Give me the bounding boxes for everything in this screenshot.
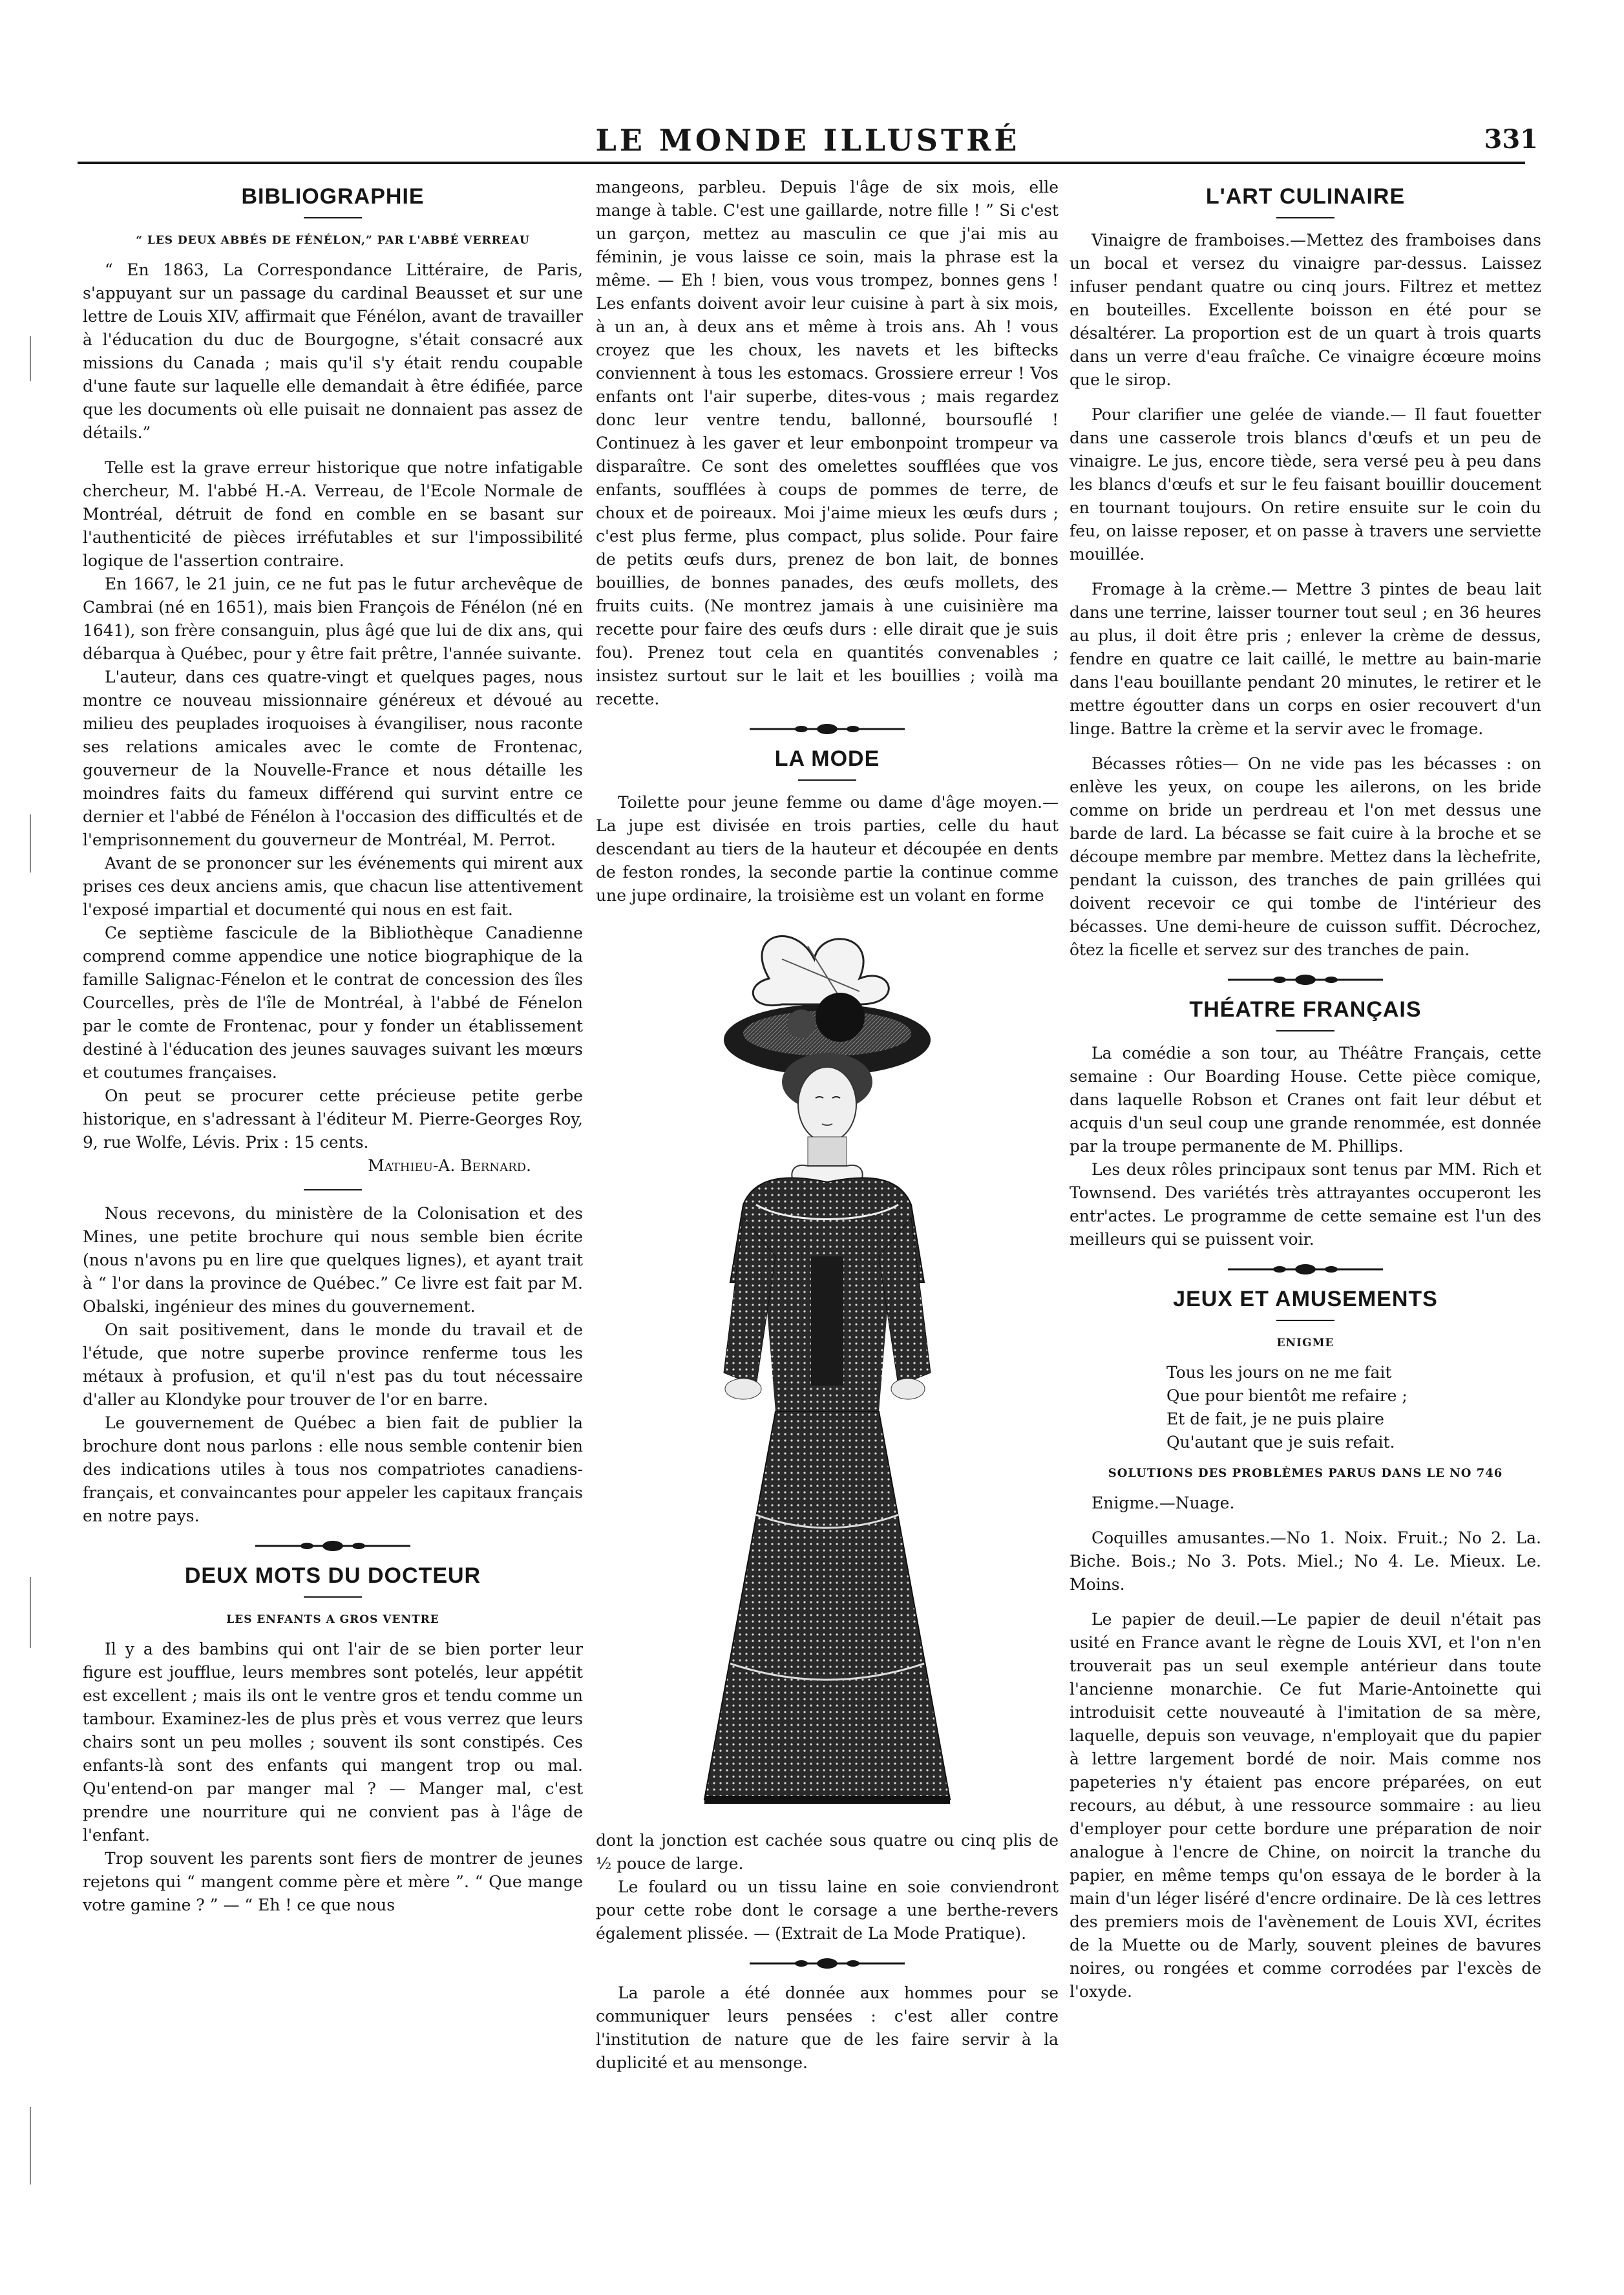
paragraph: Le gouvernement de Québec a bien fait de publier la brochure dont nous parlons : elle nous semble contenir bien des indications utiles à tous nos compatriotes canadiens-français, et convaincantes pour appeler les capitaux français en notre pays. — [83, 1413, 583, 1525]
paragraph: Toilette pour jeune femme ou dame d'âge moyen.—La jupe est divisée en trois parties, celle du haut descendant au tiers de la hauteur et découpée en dents de feston rondes, la seconde partie la continue comme une jupe ordinaire, la troisième est un volant en forme — [596, 793, 1059, 905]
fashion-illustration — [646, 920, 1008, 1825]
column-middle — [596, 176, 1059, 2075]
paragraph: Vinaigre de framboises.—Mettez des framboises dans un bocal et versez du vinaigre par-dessus. Laissez infuser pendant quatre ou cinq jours. Filtrez et mettez en bouteilles. Excellente boisson en été pour se désaltérer. La proportion est de un quart à trois quarts dans un verre d'eau fraîche. Ce vinaigre écœure moins que le sirop. — [1070, 231, 1541, 389]
ornament-divider — [750, 723, 905, 735]
paragraph: Nous recevons, du ministère de la Colonisation et des Mines, une petite brochure qui nous semble bien écrite (nous n'avons pu en lire que quelques lignes), et ayant trait à “ l'or dans la province de Québec.” Ce livre est fait par M. Obalski, ingénieur des mines du gouvernement. — [83, 1204, 583, 1316]
docteur-subheading: LES ENFANTS A GROS VENTRE — [226, 1613, 439, 1626]
biblio-subheading: “ LES DEUX ABBÉS DE FÉNÉLON,” PAR L'ABBÉ VERREAU — [136, 234, 530, 247]
margin-mark — [30, 1577, 31, 1648]
ornament-divider — [1228, 973, 1383, 986]
author-signature: Mathieu-A. Bernard. — [368, 1156, 531, 1175]
paragraph: Le papier de deuil.—Le papier de deuil n'était pas usité en France avant le règne de Louis XVI, et l'on n'en trouverait pas un seul exemple antérieur dans toute l'ancienne monarchie. Ce fut Marie-Antoinette qui introduisit cette nouveauté à l'imitation de sa mère, laquelle, depuis son veuvage, n'employait que du papier à lettre largement bordé de noir. Mais comme nos papeteries n'y étaient pas encore préparées, on eut recours, au début, à une ressource sommaire : au lieu d'employer pour cette bordure une préparation de noir analogue à l'encre de Chine, on noircit la tranche du papier, en même temps qu'on essaya de le border à la main d'un léger liséré d'encre ordinaire. De là ces lettres des premiers mois de l'avènement de Louis XVI, écrites de la Muette ou de Marly, souvent pleines de bavures noires, ou rongées et comme corrodées par l'excès de l'oxyde. — [1070, 1610, 1541, 2001]
paragraph: Les deux rôles principaux sont tenus par MM. Rich et Townsend. Des variétés très attrayantes occuperont les entr'actes. Le programme de cette semaine est l'un des meilleurs qui se puissent voir. — [1070, 1160, 1541, 1249]
paragraph: “ En 1863, La Correspondance Littéraire, de Paris, s'appuyant sur un passage du cardinal Beausset et sur une lettre de Louis XIV, affirmait que Fénélon, avant de travailler à l'éducation du duc de Bourgogne, s'était consacré aux missions du Canada ; mais qu'il s'y était rendu coupable d'une faute sur laquelle elle demandait à être édifiée, parce que les documents où elle puisait ne donnaient pas assez de détails.” — [83, 260, 583, 442]
paragraph: mangeons, parbleu. Depuis l'âge de six mois, elle mange à table. C'est une gaillarde, notre fille ! ” Si c'est un garçon, mettez au masculin ce que j'ai mis au féminin, je vous laisse ce soin, mais la phrase est la même. — Eh ! bien, vous vous trompez, bonnes gens ! Les enfants doivent avoir leur cuisine à part à six mois, à un an, à deux ans et même à trois ans. Ah ! vous croyez que les choux, les navets et les biftecks conviennent à tous les estomacs. Grossiere erreur ! Vos enfants ont l'air superbe, dites-vous ; mais regardez donc leur ventre tendu, ballonné, boursouflé ! Continuez à les gaver et leur embonpoint trompeur va disparaître. Ce sont des omelettes soufflées que vos enfants, soufflées à coups de pommes de terre, de choux et de poireaux. Moi j'aime mieux les œufs durs ; c'est plus ferme, plus compact, plus solide. Pour faire de petits œufs durs, prenez de bon lait, de bonnes bouillies, de bonnes panades, des œufs mollets, des fruits cuits. (Ne montrez jamais à une cuisinière ma recette pour faire des œufs durs : elle dirait que je suis fou). Prenez tout cela en quantités convenables ; insistez surtout sur le lait et les bouillies ; voilà ma recette. — [596, 178, 1059, 708]
heading-rule — [798, 779, 856, 781]
paragraph: Bécasses rôties— On ne vide pas les bécasses : on enlève les yeux, on coupe les ailerons, on les bride comme on bride un perdreau et l'on met dessus une barde de lard. La bécasse se fait cuire à la broche et se découpe membre par membre. Mettez dans la lèchefrite, pendant la cuisson, des tranches de pain grillées qui doivent recevoir ce qui tombe de l'intérieur des bécasses. Une demi-heure de cuisson suffit. Décrochez, ôtez la ficelle et servez sur des tranches de pain. — [1070, 754, 1541, 959]
paragraph: Ce septième fascicule de la Bibliothèque Canadienne comprend comme appendice une notice biographique de la famille Salignac-Fénelon et le contrat de concession des îles Courcelles, près de l'île de Montréal, à l'abbé de Fénelon par le comte de Frontenac, pour y fonder un établissement destiné à l'éducation des jeunes sauvages suivant les mœurs et coutumes françaises. — [83, 924, 583, 1082]
ornament-divider — [255, 1539, 410, 1552]
paragraph: En 1667, le 21 juin, ce ne fut pas le futur archevêque de Cambrai (né en 1651), mais bien François de Fénélon (né en 1641), son frère consanguin, plus âgé que lui de dix ans, qui débarqua à Québec, pour y être fait prêtre, l'année suivante. — [83, 575, 583, 663]
section-rule — [304, 1189, 362, 1190]
enigme-poem — [1070, 1361, 1541, 1454]
paragraph: Avant de se prononcer sur les événements qui mirent aux prises ces deux anciens amis, que chacun lise attentivement l'exposé impartial et documenté qui nous en est fait. — [83, 854, 583, 919]
masthead-rule — [78, 162, 1525, 164]
paragraph: Pour clarifier une gelée de viande.— Il faut fouetter dans une casserole trois blancs d'œufs et un peu de vinaigre. Le jus, encore tiède, sera versé peu à peu dans les blancs d'œufs et sur le feu faisant bouillir doucement en tournant toujours. On retire ensuite sur le coin du feu, on laisse reposer, et on passe à travers une serviette mouillée. — [1070, 405, 1541, 564]
paragraph: On peut se procurer cette précieuse petite gerbe historique, en s'adressant à l'éditeur M. Pierre-Georges Roy, 9, rue Wolfe, Lévis. Prix : 15 cents. — [83, 1086, 583, 1152]
section-heading-jeux: JEUX ET AMUSEMENTS — [1173, 1287, 1438, 1311]
column-left — [83, 176, 583, 1917]
paragraph: La comédie a son tour, au Théâtre Français, cette semaine : Our Boarding House. Cette pièce comique, dans laquelle Robson et Cranes ont fait leur début et acquis d'un seul coup une grande renommée, est donnée par la troupe permanente de M. Phillips. — [1070, 1044, 1541, 1156]
heading-rule — [1276, 217, 1334, 218]
masthead — [78, 123, 1538, 162]
heading-rule — [1276, 1030, 1334, 1031]
section-heading-culinaire: L'ART CULINAIRE — [1205, 184, 1406, 209]
section-heading-theatre: THÉATRE FRANÇAIS — [1189, 997, 1422, 1022]
heading-rule — [304, 1596, 362, 1598]
enigme-label: ENIGME — [1276, 1337, 1334, 1349]
margin-mark — [30, 814, 31, 873]
section-heading-docteur: DEUX MOTS DU DOCTEUR — [184, 1563, 481, 1588]
column-right — [1070, 176, 1541, 2004]
margin-mark — [30, 336, 31, 381]
paragraph: On sait positivement, dans le monde du travail et de l'étude, que notre superbe province renferme tous les métaux à profusion, et qu'il n'est pas du tout nécessaire d'aller au Klondyke pour trouver de l'or en barre. — [83, 1320, 583, 1409]
paragraph: Trop souvent les parents sont fiers de montrer de jeunes rejetons qui “ mangent comme père et mère ”. “ Que mange votre gamine ? ” — “ Eh ! ce que nous — [83, 1849, 583, 1914]
paragraph: Telle est la grave erreur historique que notre infatigable chercheur, M. l'abbé H.-A. Verreau, de l'Ecole Normale de Montréal, détruit de fond en comble en se basant sur l'authenticité de pièces irréfutables et sur l'impossibilité logique de l'assertion contraire. — [83, 458, 583, 570]
paragraph: Enigme.—Nuage. — [1091, 1494, 1235, 1512]
paragraph: Fromage à la crème.— Mettre 3 pintes de beau lait dans une terrine, laisser tourner tout seul ; en 36 heures au plus, il doit être pris ; enlever la crème de dessus, fendre en quatre ce lait caillé, le mettre au bain-marie dans l'eau bouillante pendant 20 minutes, le retirer et le mettre égoutter dans un corps en osier recouvert d'un linge. Battre la crème et la servir avec le fromage. — [1070, 580, 1541, 738]
poem-line: Et de fait, je ne puis plaire — [1166, 1410, 1384, 1428]
ornament-divider — [1228, 1263, 1383, 1276]
paragraph: Coquilles amusantes.—No 1. Noix. Fruit.; No 2. La. Biche. Bois.; No 3. Pots. Miel.; No 4. Le. Mieux. Le. Moins. — [1070, 1528, 1541, 1594]
page-number: 331 — [1484, 124, 1538, 154]
margin-mark — [30, 2107, 31, 2184]
section-heading-mode: LA MODE — [774, 746, 880, 771]
paragraph: Il y a des bambins qui ont l'air de se bien porter leur figure est joufflue, leurs membres sont potelés, leur appétit est excellent ; mais ils ont le ventre gros et tendu comme un tambour. Examinez-les de plus près et vous verrez que leurs chairs sont un peu molles ; souvent ils sont constipés. Ces enfants-là sont des enfants qui mangent trop ou mal. Qu'entend-on par manger mal ? — Manger mal, c'est prendre une nourriture qui ne convient pas à l'âge de l'enfant. — [83, 1640, 583, 1845]
newspaper-title: LE MONDE ILLUSTRÉ — [595, 123, 1020, 158]
section-heading-bibliographie: BIBLIOGRAPHIE — [241, 184, 425, 209]
heading-rule — [1276, 1320, 1334, 1321]
paragraph: L'auteur, dans ces quatre-vingt et quelques pages, nous montre ce nouveau missionnaire généreux et dévoué au milieu des peuplades iroquoises à évangiliser, nous raconte ses relations amicales avec le comte de Frontenac, gouverneur de la Nouvelle-France et nous détaille les moindres faits du fameux différend qui survint entre ce dernier et l'abbé de Fénélon à l'occasion des difficultés et de l'emprisonnement du gouverneur de Montréal, M. Perrot. — [83, 668, 583, 849]
poem-line: Que pour bientôt me refaire ; — [1166, 1386, 1408, 1405]
paragraph: Le foulard ou un tissu laine en soie conviendront pour cette robe dont le corsage a une berthe-revers également plissée. — (Extrait de La Mode Pratique). — [596, 1877, 1059, 1943]
ornament-divider — [750, 1957, 905, 1970]
paragraph: dont la jonction est cachée sous quatre ou cinq plis de ½ pouce de large. — [596, 1831, 1059, 1873]
poem-line: Qu'autant que je suis refait. — [1166, 1433, 1395, 1452]
heading-rule — [304, 217, 362, 218]
poem-line: Tous les jours on ne me fait — [1166, 1363, 1392, 1382]
solutions-label: SOLUTIONS DES PROBLÈMES PARUS DANS LE NO 746 — [1108, 1466, 1503, 1480]
paragraph: La parole a été donnée aux hommes pour se communiquer leurs pensées : c'est aller contre l'institution de nature que de les faire servir à la duplicité et au mensonge. — [596, 1983, 1059, 2072]
